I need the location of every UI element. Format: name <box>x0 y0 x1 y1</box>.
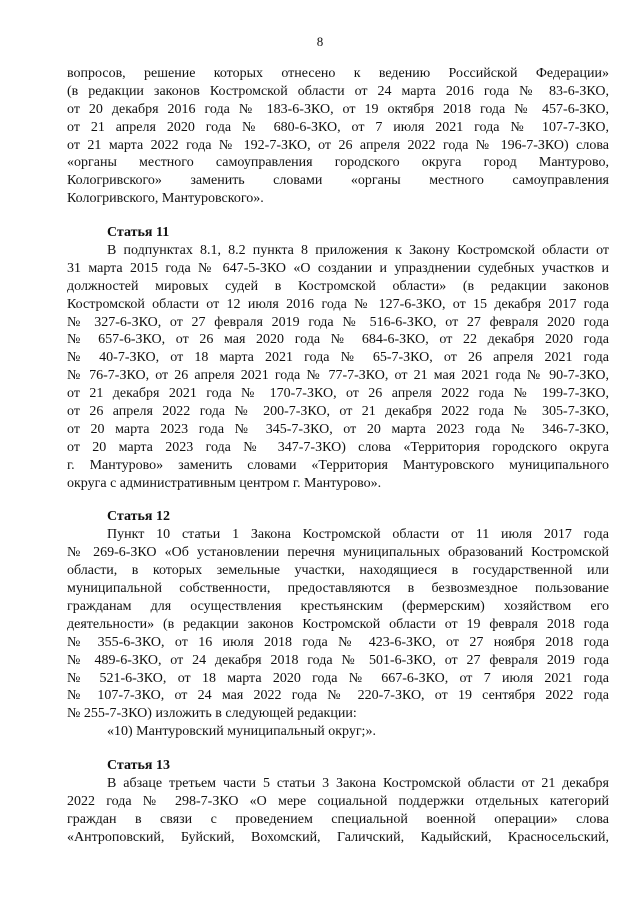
paragraph-line: 2022 года № 298-7-ЗКО «О мере социальной поддержки отдельных категорий <box>67 793 609 809</box>
paragraph-line: муниципальной собственности, предоставляются в безвозмездное пользование <box>67 581 609 597</box>
paragraph-line: Кологривского, Мантуровского». <box>67 191 264 207</box>
article-13 <box>67 757 609 846</box>
paragraph-line: деятельности» (в редакции законов Костромской области от 19 февраля 2018 года <box>67 616 609 632</box>
paragraph-line: от 26 апреля 2022 года № 200-7-ЗКО, от 21 декабря 2022 года № 305-7-ЗКО, <box>67 404 609 420</box>
paragraph-line: Кологривского» заменить словами «органы местного самоуправления <box>67 173 609 189</box>
paragraph-line: № 657-6-ЗКО, от 26 мая 2020 года № 684-6-ЗКО, от 22 декабря 2020 года <box>67 332 609 348</box>
paragraph-line: от 20 марта 2023 года № 347-7-ЗКО) слова «Территория городского округа <box>67 439 609 455</box>
paragraph-line: от 21 апреля 2020 года № 680-6-ЗКО, от 7 июля 2021 года № 107-7-ЗКО, <box>67 119 609 135</box>
paragraph-line: от 21 декабря 2021 года № 170-7-ЗКО, от 26 апреля 2022 года № 199-7-ЗКО, <box>67 386 609 402</box>
paragraph-line: округа с административным центром г. Мантурово». <box>67 475 382 491</box>
paragraph-line: № 521-6-ЗКО, от 18 марта 2020 года № 667-6-ЗКО, от 7 июля 2021 года <box>67 670 609 686</box>
intro-paragraph <box>67 65 609 208</box>
paragraph-line: граждан в связи с проведением специальной военной операции» слова <box>67 811 609 827</box>
paragraph-line: № 107-7-ЗКО, от 24 мая 2022 года № 220-7-ЗКО, от 19 сентября 2022 года <box>67 688 609 704</box>
paragraph-line: № 269-6-ЗКО «Об установлении перечня муниципальных образований Костромской <box>67 545 609 561</box>
article-heading: Статья 13 <box>107 758 170 774</box>
paragraph-line: № 40-7-ЗКО, от 18 марта 2021 года № 65-7-ЗКО, от 26 апреля 2021 года <box>67 350 609 366</box>
paragraph-line: вопросов, решение которых отнесено к ведению Российской Федерации» <box>67 66 609 81</box>
page-number: 8 <box>316 34 324 49</box>
paragraph-line: г. Мантурово» заменить словами «Территория Мантуровского муниципального <box>67 457 609 473</box>
paragraph-line: 31 марта 2015 года № 647-5-ЗКО «О создании и упразднении судебных участков и <box>67 260 609 276</box>
article-11 <box>67 224 609 492</box>
paragraph-line: гражданам для осуществления крестьянским (фермерским) хозяйством его <box>67 598 609 614</box>
quoted-amendment: «10) Мантуровский муниципальный округ;». <box>107 724 376 740</box>
paragraph-line: № 489-6-ЗКО, от 24 декабря 2018 года № 501-6-ЗКО, от 27 февраля 2019 года <box>67 652 609 668</box>
paragraph-line: № 327-6-ЗКО, от 27 февраля 2019 года № 516-6-ЗКО, от 27 февраля 2020 года <box>67 314 609 330</box>
paragraph-line: «органы местного самоуправления городского округа город Мантурово, <box>67 155 609 171</box>
article-12 <box>67 508 609 741</box>
paragraph-line: № 355-6-ЗКО, от 16 июля 2018 года № 423-6-ЗКО, от 27 ноября 2018 года <box>67 634 609 650</box>
paragraph-line: Костромской области от 12 июля 2016 года № 127-6-ЗКО, от 15 декабря 2017 года <box>67 296 609 312</box>
paragraph-line: № 76-7-ЗКО, от 26 апреля 2021 года № 77-7-ЗКО, от 21 мая 2021 года № 90-7-ЗКО, <box>67 368 609 384</box>
paragraph-line: В абзаце третьем части 5 статьи 3 Закона Костромской области от 21 декабря <box>107 775 609 791</box>
paragraph-line: «Антроповский, Буйский, Вохомский, Галичский, Кадыйский, Красносельский, <box>67 829 609 845</box>
document-body <box>67 65 609 847</box>
paragraph-line: области, в которых земельные участки, находящиеся в государственной или <box>67 563 609 579</box>
paragraph-line: (в редакции законов Костромской области от 24 марта 2016 года № 83-6-ЗКО, <box>67 83 609 99</box>
paragraph-line: от 21 марта 2022 года № 192-7-ЗКО, от 26 апреля 2022 года № 196-7-ЗКО) слова <box>67 137 609 153</box>
paragraph-line: от 20 марта 2023 года № 345-7-ЗКО, от 20 марта 2023 года № 346-7-ЗКО, <box>67 421 609 437</box>
paragraph-line: Пункт 10 статьи 1 Закона Костромской области от 11 июля 2017 года <box>107 527 609 543</box>
article-heading: Статья 11 <box>107 225 170 241</box>
paragraph-line: должностей мировых судей в Костромской области» (в редакции законов <box>67 278 609 294</box>
paragraph-line: от 20 декабря 2016 года № 183-6-ЗКО, от 19 октября 2018 года № 457-6-ЗКО, <box>67 101 609 117</box>
article-heading: Статья 12 <box>107 509 170 525</box>
paragraph-line: № 255-7-ЗКО) изложить в следующей редакции: <box>67 706 357 722</box>
paragraph-line: В подпунктах 8.1, 8.2 пункта 8 приложения к Закону Костромской области от <box>107 243 609 259</box>
